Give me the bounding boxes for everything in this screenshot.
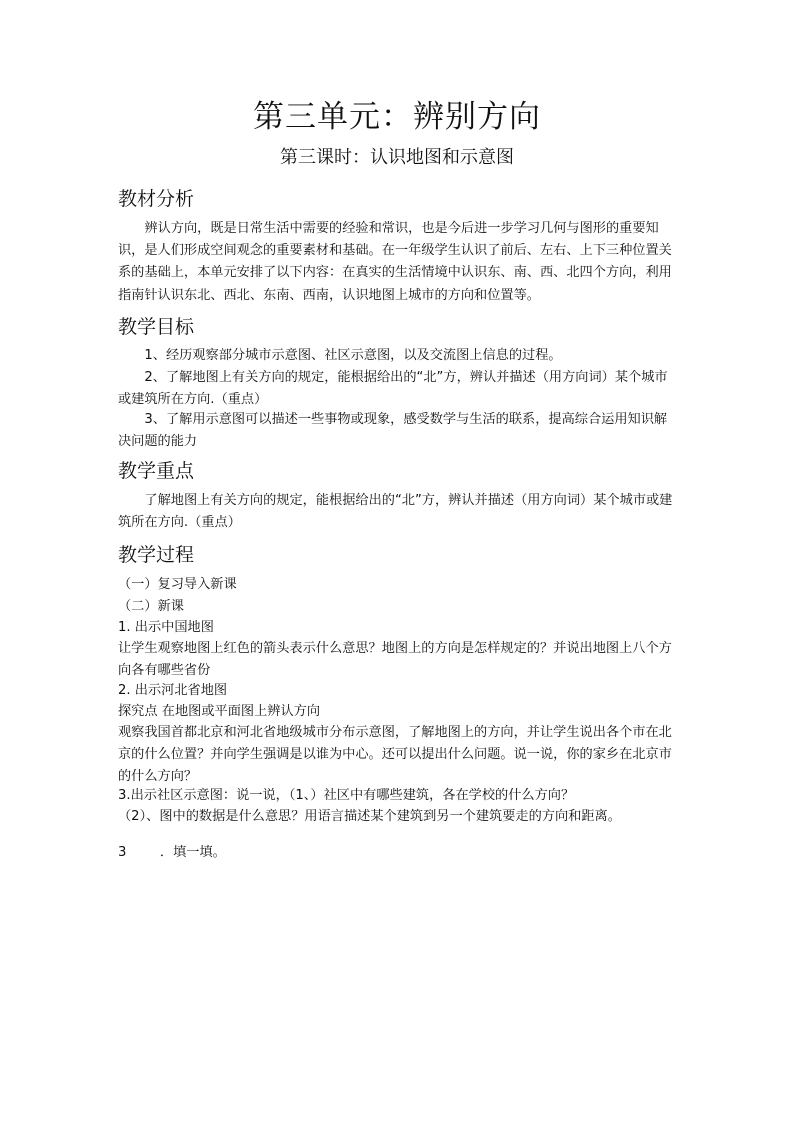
- process-line: 探究点 在地图或平面图上辨认方向: [118, 704, 321, 719]
- process-line: （2）、图中的数据是什么意思？用语言描述某个建筑到另一个建筑要走的方向和距离。: [118, 809, 621, 824]
- process-line: 3.出示社区示意图：说一说，（1、）社区中有哪些建筑，各在学校的什么方向？: [118, 788, 575, 803]
- section-heading-process: 教学过程: [118, 544, 195, 566]
- process-line: 2. 出示河北省地图: [118, 683, 228, 698]
- goal-item: 2、了解地图上有关方向的规定，能根据给出的“北”方，辨认并描述（用方向词）某个城市或建筑所在方向.（重点）: [118, 370, 668, 408]
- goal-item: 3、了解用示意图可以描述一些事物或现象，感受数学与生活的联系，提高综合运用知识解决问题的能力: [118, 412, 668, 450]
- process-line: （二）新课: [118, 599, 184, 614]
- section-heading-key-points: 教学重点: [118, 460, 195, 482]
- process-line: （一）复习导入新课: [118, 577, 237, 592]
- process-line: 3 ．填一填。: [118, 845, 226, 860]
- process-line: 让学生观察地图上红色的箭头表示什么意思？地图上的方向是怎样规定的？并说出地图上八个方向各有哪些省份: [118, 641, 672, 678]
- key-points-paragraph: 了解地图上有关方向的规定，能根据给出的“北”方，辨认并描述（用方向词）某个城市或建筑所在方向.（重点）: [118, 493, 673, 531]
- process-line: 1. 出示中国地图: [118, 620, 214, 635]
- section-heading-goals: 教学目标: [118, 316, 195, 338]
- section-heading-analysis: 教材分析: [118, 188, 195, 210]
- page-title: 第三单元：辨别方向: [253, 99, 541, 135]
- analysis-paragraph: 辨认方向，既是日常生活中需要的经验和常识，也是今后进一步学习几何与图形的重要知识，是人们形成空间观念的重要素材和基础。在一年级学生认识了前后、左右、上下三种位置关系的基础上，本单元安排了以下内容：在真实的生活情境中认识东、南、西、北四个方向，利用指南针认识东北、西北、东南、西南，认识地图上城市的方向和位置等。: [118, 221, 672, 303]
- process-line: 观察我国首都北京和河北省地级城市分布示意图，了解地图上的方向，并让学生说出各个市在北京的什么位置？并向学生强调是以谁为中心。还可以提出什么问题。说一说，你的家乡在北京市的什么方向？: [118, 725, 672, 784]
- goal-item: 1、经历观察部分城市示意图、社区示意图，以及交流图上信息的过程。: [144, 348, 562, 363]
- page-subtitle: 第三课时：认识地图和示意图: [280, 147, 514, 168]
